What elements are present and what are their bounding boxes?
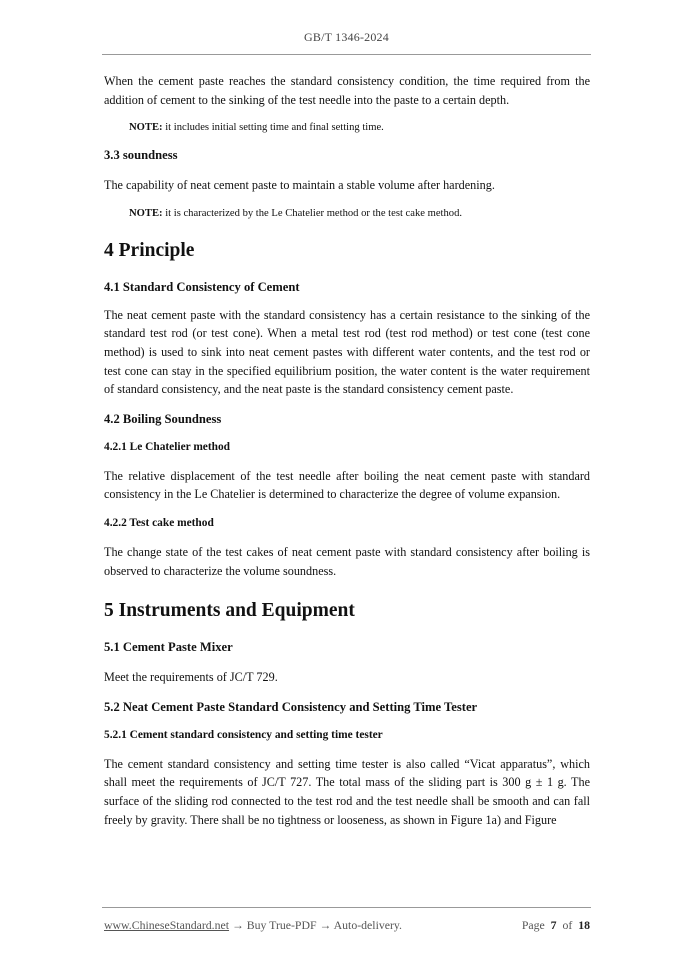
page-word: Page (521, 918, 545, 932)
note-soundness (104, 207, 590, 221)
section-5-1-heading: 5.1 Cement Paste Mixer (104, 640, 233, 655)
header-divider (102, 54, 591, 55)
page-number (522, 918, 590, 933)
section-5-1-paragraph: Meet the requirements of JC/T 729. (104, 670, 278, 685)
section-4-1-heading: 4.1 Standard Consistency of Cement (104, 279, 300, 294)
section-4-2-2-paragraph: The change state of the test cakes of neat cement paste with standard consistency after boiling is observed to characterize the volume soundness. (104, 544, 590, 578)
section-5-heading: 5 Instruments and Equipment (104, 600, 355, 622)
section-4-2-1-heading: 4.2.1 Le Chatelier method (104, 440, 231, 453)
section-4-2-1-paragraph: The relative displacement of the test needle after boiling the neat cement paste with standard consistency in the Le Chatelier is determined to characterize the degree of volume expansion. (104, 468, 590, 502)
note-setting-time (104, 121, 590, 135)
section-4-1-paragraph: The neat cement paste with the standard consistency has a certain resistance to the sinking of the standard test rod (or test cone). When a metal test rod (test rod method) or test cone (test cone method) is used to sink into neat cement pastes with different water contents, and the test rod or test cone can stay in the specified equilibrium position, the water content is the water requirement of standard consistency, and the neat paste is the standard consistency cement paste. (104, 307, 590, 397)
footer-promo (104, 918, 402, 933)
buy-true-pdf-text: Buy True-PDF (246, 918, 317, 932)
of-word: of (562, 918, 573, 932)
section-5-2-1-heading: 5.2.1 Cement standard consistency and setting time tester (104, 728, 383, 741)
site-link[interactable]: www.ChineseStandard.net (104, 918, 230, 932)
page-content (104, 72, 590, 829)
footer-divider (102, 907, 591, 908)
section-4-heading: 4 Principle (104, 239, 195, 261)
note-label: NOTE: (129, 207, 163, 219)
section-3-3-heading: 3.3 soundness (104, 148, 178, 163)
note-text: it is characterized by the Le Chatelier method or the test cake method. (165, 207, 463, 219)
section-5-2-1-paragraph: The cement standard consistency and setting time tester is also called “Vicat apparatus”, which shall meet the requirements of JC/T 727. The total mass of the sliding part is 300 g ± 1 g. The surface of the sliding rod connected to the test rod and the test needle shall be smooth and can fall freely by gravity. There shall be no tightness or looseness, as shown in Figure 1a) and Figure (104, 756, 590, 827)
arrow-icon: → (232, 918, 244, 932)
auto-delivery-text: Auto-delivery. (333, 918, 402, 932)
soundness-definition: The capability of neat cement paste to maintain a stable volume after hardening. (104, 178, 495, 193)
setting-time-definition: When the cement paste reaches the standard consistency condition, the time required from the addition of cement to the sinking of the test needle into the paste to a certain depth. (104, 74, 590, 107)
note-text: it includes initial setting time and final setting time. (165, 122, 384, 134)
section-4-2-2-heading: 4.2.2 Test cake method (104, 516, 214, 529)
page-footer (104, 918, 590, 934)
total-pages-number: 18 (578, 918, 590, 932)
section-5-2-heading: 5.2 Neat Cement Paste Standard Consistency and Setting Time Tester (104, 699, 478, 714)
section-4-2-heading: 4.2 Boiling Soundness (104, 411, 222, 426)
current-page-number: 7 (550, 918, 557, 932)
note-label: NOTE: (129, 122, 163, 134)
arrow-icon: → (319, 918, 332, 932)
document-code-header: GB/T 1346-2024 (304, 30, 389, 44)
